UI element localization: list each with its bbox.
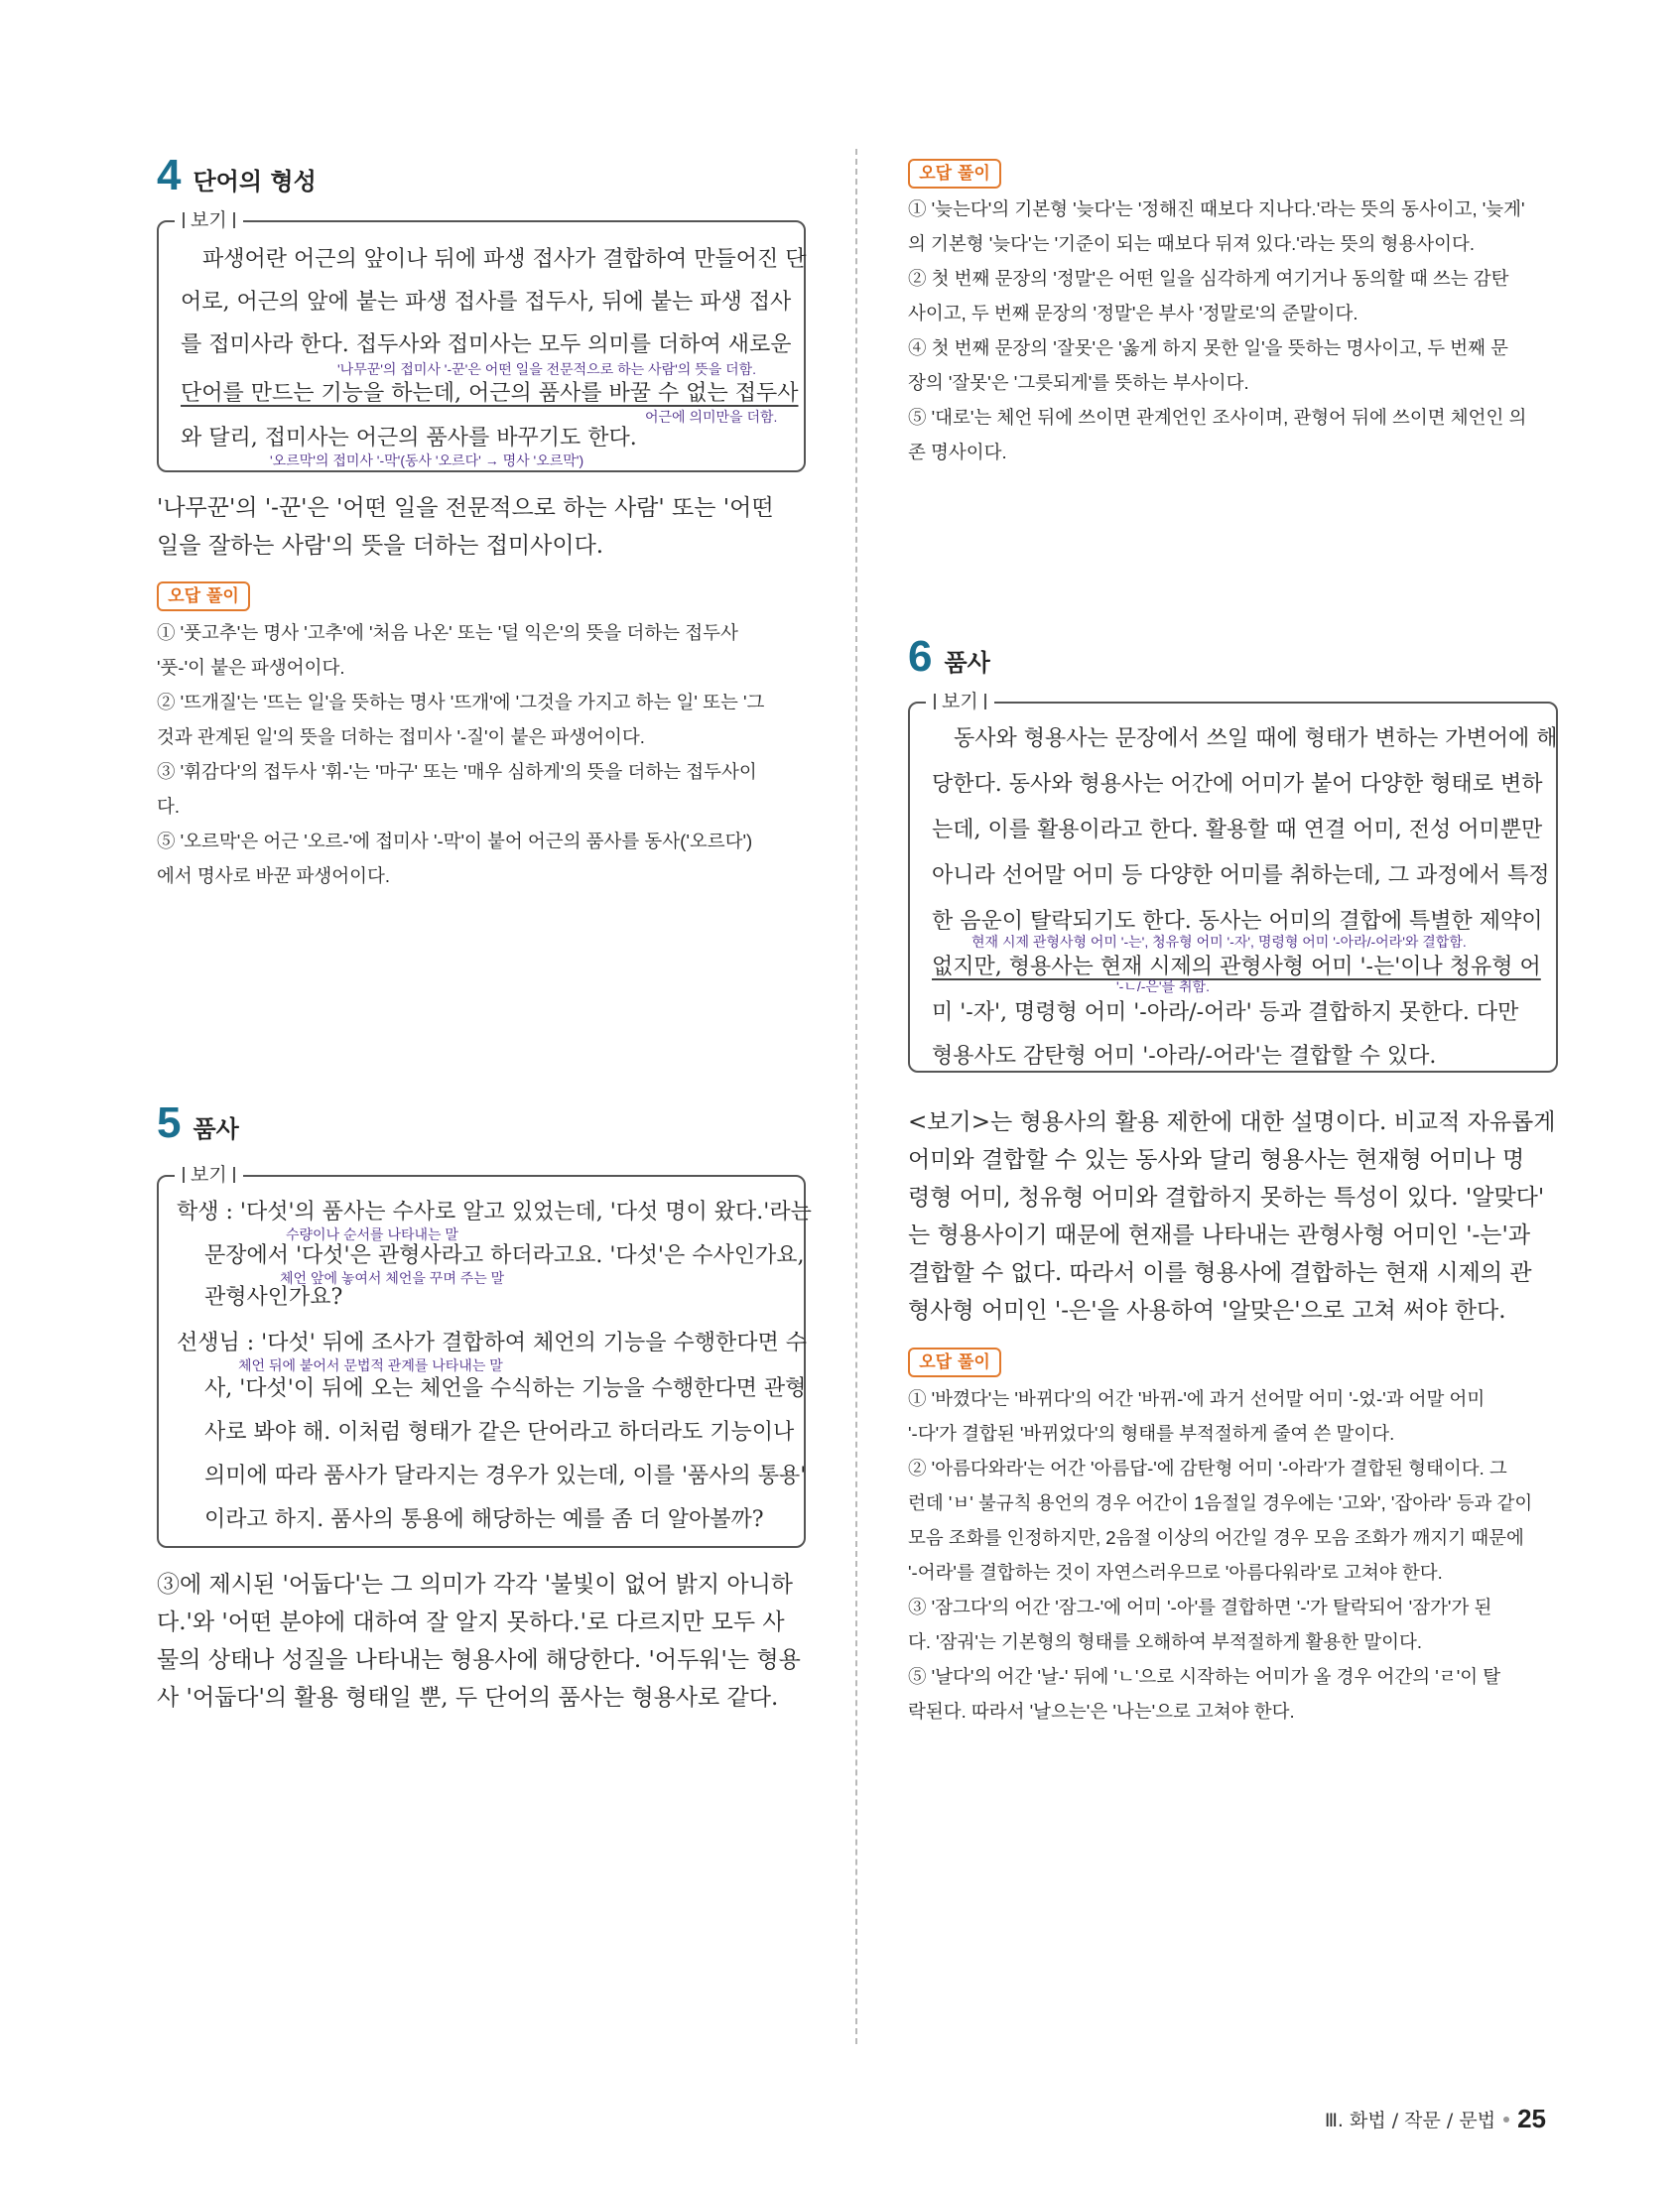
bogi-line: 단어를 만드는 기능을 하는데, 어근의 품사를 바꿀 수 없는 접두사 [181, 381, 799, 406]
wrong-answer-explanation-4: ① '풋고추'는 명사 '고추'에 '처음 나온' 또는 '덜 익은'의 뜻을 더하는 접두사 '풋-'이 붙은 파생어이다. ② '뜨개질'는 '뜨는 일'을 뜻하는 명사 '뜨개'에 '그것을 가지고 하는 일' 또는 '그 것과 관계된 일'의 뜻을 더하는 접미사 '-질'이 붙은 파생어이다. ③ '휘감다'의 접두사 '휘-'는 '마구' 또는 '매우 심하게'의 뜻을 더하는 접두사이 다. ⑤ '오르막'은 어근 '오르-'에 접미사 '-막'이 붙어 어근의 품사를 동사('오르다') 에서 명사로 바꾼 파생어이다. [157, 622, 765, 886]
bogi-line: 어로, 어근의 앞에 붙는 파생 접사를 접두사, 뒤에 붙는 파생 접사 [181, 290, 792, 315]
page-number: 25 [1517, 2104, 1546, 2133]
section-number: 4 [157, 151, 182, 199]
section-6 [908, 632, 990, 681]
annotation-note: 체언 앞에 놓여서 체언을 꾸며 주는 말 [280, 1270, 505, 1286]
bogi-line: 와 달리, 접미사는 어근의 품사를 바꾸기도 한다. [181, 426, 637, 450]
section-title: 품사 [193, 1115, 239, 1143]
bogi-line: 동사와 형용사는 문장에서 쓰일 때에 형태가 변하는 가변어에 해 [954, 726, 1558, 751]
section-title: 품사 [944, 649, 990, 677]
bogi-label: 보기 [175, 1163, 243, 1187]
annotation-note: 어근에 의미만을 더함. [645, 409, 778, 425]
bogi-label: 보기 [926, 690, 994, 713]
teacher-line: 선생님 : '다섯' 뒤에 조사가 결합하여 체언의 기능을 수행한다면 수 [177, 1331, 808, 1355]
answer-explanation-5: ③에 제시된 '어둡다'는 그 의미가 각각 '불빛이 없어 밝지 아니하 다.'와 '어떤 분야에 대하여 잘 알지 못하다.'로 다르지만 모두 사 물의 상태나 성질을 나타내는 형용사에 해당한다. '어두워'는 형용 사 '어둡다'의 활용 형태일 뿐, 두 단어의 품사는 형용사로 같다. [157, 1572, 801, 1711]
annotation-note: 체언 뒤에 붙어서 문법적 관계를 나타내는 말 [238, 1357, 503, 1373]
bogi-line: 아니라 선어말 어미 등 다양한 어미를 취하는데, 그 과정에서 특정 [932, 863, 1550, 888]
wrong-answer-badge: 오답 풀이 [908, 159, 1001, 189]
section-4-header [157, 151, 317, 199]
student-line: 관형사인가요? [204, 1285, 343, 1310]
section-5 [157, 1098, 239, 1147]
section-4 [157, 151, 317, 199]
bogi-box-5 [157, 1164, 812, 1548]
section-number: 5 [157, 1098, 182, 1147]
answer-explanation-4: '나무꾼'의 '-꾼'은 '어떤 일을 전문적으로 하는 사람' 또는 '어떤 일을 잘하는 사람'의 뜻을 더하는 접미사이다. [157, 495, 774, 559]
wrong-answer-explanation-3: ① '늦는다'의 기본형 '늦다'는 '정해진 때보다 지나다.'라는 뜻의 동사이고, '늦게' 의 기본형 '늦다'는 '기준이 되는 때보다 뒤져 있다.'라는 뜻의 형용사이다. ② 첫 번째 문장의 '정말'은 어떤 일을 심각하게 여기거나 동의할 때 쓰는 감탄 사이고, 두 번째 문장의 '정말'은 부사 '정말로'의 준말이다. ④ 첫 번째 문장의 '잘못'은 '옳게 하지 못한 일'을 뜻하는 명사이고, 두 번째 문 장의 '잘못'은 '그릇되게'를 뜻하는 부사이다. ⑤ '대로'는 체언 뒤에 쓰이면 관계언인 조사이며, 관형어 뒤에 쓰이면 체언인 의 존 명사이다. [908, 198, 1527, 462]
bogi-box-6 [908, 691, 1558, 1073]
bogi-line: 없지만, 형용사는 현재 시제의 관형사형 어미 '-는'이나 청유형 어 [932, 955, 1541, 979]
section-title: 단어의 형성 [193, 168, 317, 195]
annotation-note: '오르막'의 접미사 '-막'(동사 '오르다' → 명사 '오르막') [270, 452, 584, 468]
bogi-line: 한 음운이 탈락되기도 한다. 동사는 어미의 결합에 특별한 제약이 [932, 909, 1543, 934]
bogi-box-4 [157, 209, 807, 472]
answer-explanation-6: <보기>는 형용사의 활용 제한에 대한 설명이다. 비교적 자유롭게 어미와 결합할 수 있는 동사와 달리 형용사는 현재형 어미나 명 령형 어미, 청유형 어미와 결합하지 못하는 특성이 있다. '알맞다' 는 형용사이기 때문에 현재를 나타내는 관형사형 어미인 '-는'과 결합할 수 없다. 따라서 이를 형용사에 결합하는 현재 시제의 관 형사형 어미인 '-은'을 사용하여 '알맞은'으로 고쳐 써야 한다. [908, 1109, 1556, 1324]
teacher-line: 이라고 하지. 품사의 통용에 해당하는 예를 좀 더 알아볼까? [204, 1507, 764, 1532]
annotation-note: 현재 시제 관형사형 어미 '-는', 청유형 어미 '-자', 명령형 어미 '-아라/-어라'와 결합함. [971, 934, 1467, 950]
annotation-note: '-ㄴ/-은'를 취함. [1116, 978, 1210, 994]
teacher-line: 의미에 따라 품사가 달라지는 경우가 있는데, 이를 '품사의 통용' [204, 1464, 807, 1488]
wrong-answer-badge: 오답 풀이 [908, 1348, 1001, 1377]
column-divider [855, 149, 857, 2044]
bogi-line: 를 접미사라 한다. 접두사와 접미사는 모두 의미를 더하여 새로운 [181, 332, 792, 357]
section-6-header [908, 632, 990, 681]
student-line: 문장에서 '다섯'은 관형사라고 하더라고요. '다섯'은 수사인가요, [204, 1243, 805, 1268]
bogi-line: 당한다. 동사와 형용사는 어간에 어미가 붙어 다양한 형태로 변하 [932, 772, 1543, 797]
student-line: 학생 : '다섯'의 품사는 수사로 알고 있었는데, '다섯 명이 왔다.'라는 [177, 1200, 812, 1224]
bogi-line: 파생어란 어근의 앞이나 뒤에 파생 접사가 결합하여 만들어진 단 [202, 247, 807, 272]
wrong-answer-explanation-6: ① '바꼈다'는 '바뀌다'의 어간 '바뀌-'에 과거 선어말 어미 '-었-'과 어말 어미 '-다'가 결합된 '바뀌었다'의 형태를 부적절하게 줄여 쓴 말이다. ② '아름다와라'는 어간 '아름답-'에 감탄형 어미 '-아라'가 결합된 형태이다. 그 런데 'ㅂ' 불규칙 용언의 경우 어간이 1음절일 경우에는 '고와', '잡아라' 등과 같이 모음 조화를 인정하지만, 2음절 이상의 어간일 경우 모음 조화가 깨지기 때문에 '-어라'를 결합하는 것이 자연스러우므로 '아름다워라'로 고쳐야 한다. ③ '잠그다'의 어간 '잠그-'에 어미 '-아'를 결합하면 '-'가 탈락되어 '잠가'가 된 다. '잠궈'는 기본형의 형태를 오해하여 부적절하게 활용한 말이다. ⑤ '날다'의 어간 '날-' 뒤에 'ㄴ'으로 시작하는 어미가 올 경우 어간의 'ㄹ'이 탈 락된다. 따라서 '날으는'은 '나는'으로 고쳐야 한다. [908, 1388, 1533, 1722]
annotation-note: '나무꾼'의 접미사 '-꾼'은 어떤 일을 전문적으로 하는 사람'의 뜻을 더함. [337, 361, 757, 377]
bogi-label: 보기 [175, 208, 243, 232]
bogi-line: 형용사도 감탄형 어미 '-아라/-어라'는 결합할 수 있다. [932, 1044, 1437, 1069]
bogi-line: 는데, 이를 활용이라고 한다. 활용할 때 연결 어미, 전성 어미뿐만 [932, 818, 1543, 842]
wrong-answer-badge: 오답 풀이 [157, 581, 250, 611]
annotation-note: 수량이나 순서를 나타내는 말 [286, 1226, 458, 1242]
page-footer [1325, 2104, 1546, 2134]
teacher-line: 사로 봐야 해. 이처럼 형태가 같은 단어라고 하더라도 기능이나 [204, 1420, 795, 1445]
section-5-header [157, 1098, 239, 1147]
bogi-line: 미 '-자', 명령형 어미 '-아라/-어라' 등과 결합하지 못한다. 다만 [932, 1000, 1519, 1025]
teacher-line: 사, '다섯'이 뒤에 오는 체언을 수식하는 기능을 수행한다면 관형 [204, 1376, 807, 1401]
bullet-icon [1503, 2117, 1509, 2123]
part-label: Ⅲ. 화법 / 작문 / 문법 [1324, 2110, 1496, 2131]
section-number: 6 [908, 632, 933, 681]
